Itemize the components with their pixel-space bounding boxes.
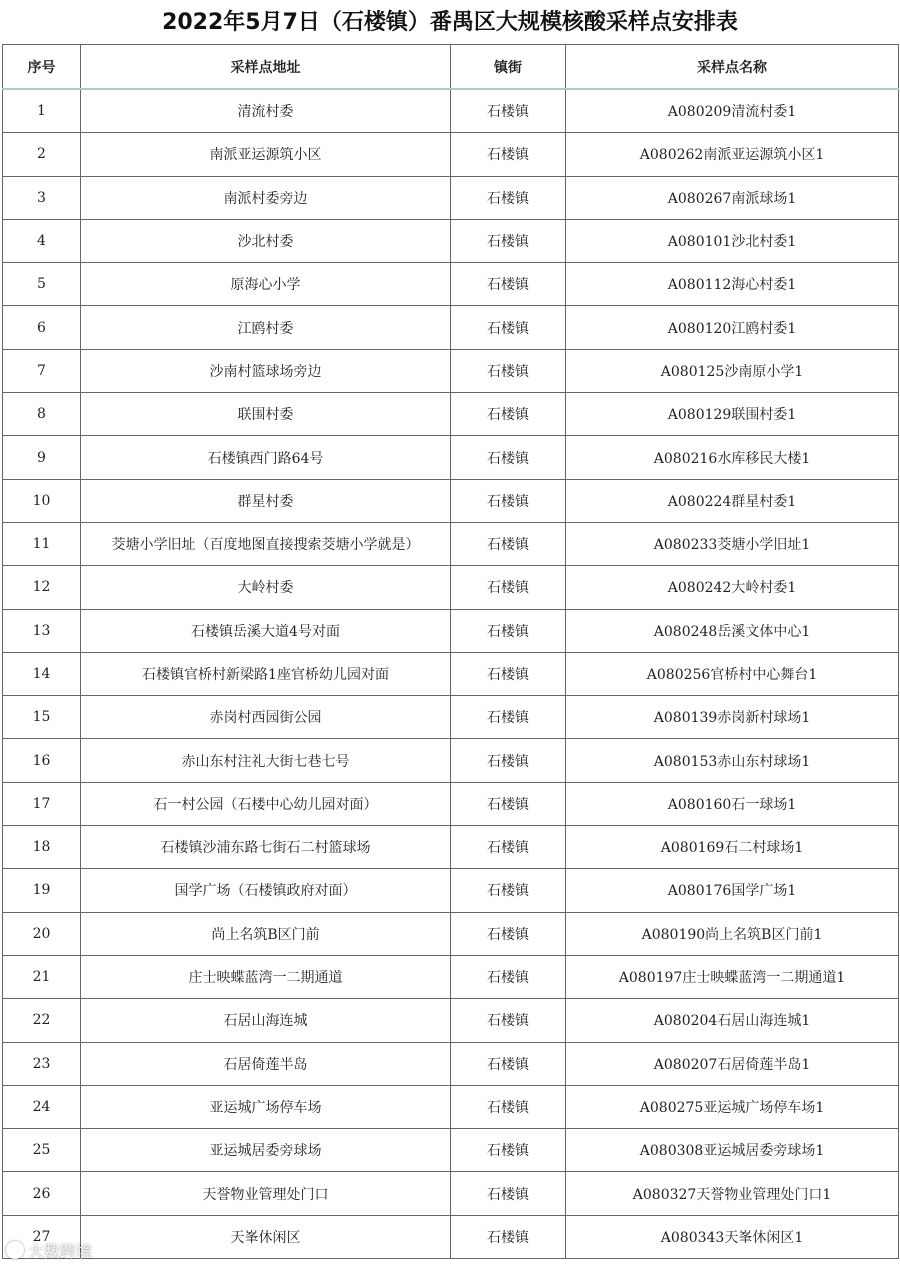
table-row [3,1172,899,1215]
table-row [3,263,899,306]
cell-site-name: A080207石居倚莲半岛1 [566,1042,899,1085]
cell-index: 12 [3,566,81,609]
header-address: 采样点地址 [81,45,451,90]
header-index: 序号 [3,45,81,90]
table-row [3,89,899,133]
cell-index: 1 [3,89,81,133]
cell-index: 23 [3,1042,81,1085]
cell-town: 石楼镇 [451,176,566,219]
cell-address: 茭塘小学旧址（百度地图直接搜索茭塘小学就是） [81,522,451,565]
cell-site-name: A080139赤岗新村球场1 [566,696,899,739]
cell-index: 25 [3,1129,81,1172]
cell-address: 清流村委 [81,89,451,133]
cell-town: 石楼镇 [451,1172,566,1215]
circle-logo-icon [6,1241,24,1259]
cell-town: 石楼镇 [451,955,566,998]
cell-address: 天誉物业管理处门口 [81,1172,451,1215]
table-row [3,566,899,609]
cell-address: 石楼镇官桥村新梁路1座官桥幼儿园对面 [81,652,451,695]
watermark-text: 大数跨境 [28,1241,93,1261]
cell-site-name: A080120江鸥村委1 [566,306,899,349]
table-row [3,219,899,262]
table-row [3,436,899,479]
cell-address: 石楼镇岳溪大道4号对面 [81,609,451,652]
cell-address: 赤岗村西园街公园 [81,696,451,739]
cell-site-name: A080101沙北村委1 [566,219,899,262]
table-row [3,739,899,782]
cell-index: 26 [3,1172,81,1215]
cell-town: 石楼镇 [451,479,566,522]
table-row [3,782,899,825]
cell-site-name: A080262南派亚运源筑小区1 [566,133,899,176]
cell-index: 2 [3,133,81,176]
cell-town: 石楼镇 [451,1129,566,1172]
table-row [3,1085,899,1128]
cell-site-name: A080248岳溪文体中心1 [566,609,899,652]
cell-index: 13 [3,609,81,652]
cell-index: 11 [3,522,81,565]
cell-site-name: A080256官桥村中心舞台1 [566,652,899,695]
cell-index: 27 [3,1215,81,1258]
cell-address: 国学广场（石楼镇政府对面） [81,869,451,912]
cell-site-name: A080204石居山海连城1 [566,999,899,1042]
header-town: 镇街 [451,45,566,90]
cell-town: 石楼镇 [451,782,566,825]
cell-address: 南派村委旁边 [81,176,451,219]
cell-town: 石楼镇 [451,306,566,349]
sampling-sites-table [2,44,899,1259]
cell-town: 石楼镇 [451,219,566,262]
cell-site-name: A080242大岭村委1 [566,566,899,609]
cell-index: 6 [3,306,81,349]
cell-address: 群星村委 [81,479,451,522]
cell-site-name: A080267南派球场1 [566,176,899,219]
table-row [3,176,899,219]
cell-index: 10 [3,479,81,522]
cell-site-name: A080112海心村委1 [566,263,899,306]
cell-address: 亚运城广场停车场 [81,1085,451,1128]
cell-index: 5 [3,263,81,306]
cell-site-name: A080275亚运城广场停车场1 [566,1085,899,1128]
table-row [3,652,899,695]
cell-site-name: A080169石二村球场1 [566,826,899,869]
cell-town: 石楼镇 [451,349,566,392]
cell-town: 石楼镇 [451,393,566,436]
cell-address: 石楼镇西门路64号 [81,436,451,479]
cell-site-name: A080327天誉物业管理处门口1 [566,1172,899,1215]
cell-index: 3 [3,176,81,219]
cell-town: 石楼镇 [451,436,566,479]
cell-site-name: A080233茭塘小学旧址1 [566,522,899,565]
cell-address: 石楼镇沙浦东路七街石二村篮球场 [81,826,451,869]
cell-site-name: A080308亚运城居委旁球场1 [566,1129,899,1172]
cell-address: 大岭村委 [81,566,451,609]
cell-index: 24 [3,1085,81,1128]
cell-index: 18 [3,826,81,869]
table-row [3,479,899,522]
cell-town: 石楼镇 [451,696,566,739]
cell-town: 石楼镇 [451,999,566,1042]
cell-town: 石楼镇 [451,566,566,609]
cell-address: 尚上名筑B区门前 [81,912,451,955]
watermark [6,1236,92,1264]
cell-index: 8 [3,393,81,436]
cell-index: 7 [3,349,81,392]
cell-address: 石一村公园（石楼中心幼儿园对面） [81,782,451,825]
cell-town: 石楼镇 [451,739,566,782]
table-row [3,955,899,998]
cell-address: 石居山海连城 [81,999,451,1042]
cell-town: 石楼镇 [451,869,566,912]
table-row [3,999,899,1042]
cell-address: 南派亚运源筑小区 [81,133,451,176]
cell-site-name: A080343天峯休闲区1 [566,1215,899,1258]
cell-site-name: A080216水库移民大楼1 [566,436,899,479]
cell-site-name: A080125沙南原小学1 [566,349,899,392]
table-row [3,869,899,912]
cell-town: 石楼镇 [451,652,566,695]
table-row [3,1129,899,1172]
cell-address: 赤山东村注礼大街七巷七号 [81,739,451,782]
table-row [3,133,899,176]
table-row [3,393,899,436]
cell-site-name: A080197庄士映蝶蓝湾一二期通道1 [566,955,899,998]
cell-address: 亚运城居委旁球场 [81,1129,451,1172]
table-row [3,1215,899,1258]
cell-site-name: A080190尚上名筑B区门前1 [566,912,899,955]
table-row [3,912,899,955]
cell-site-name: A080209清流村委1 [566,89,899,133]
cell-address: 江鸥村委 [81,306,451,349]
table-body [3,89,899,1259]
cell-index: 15 [3,696,81,739]
page-title: 2022年5月7日（石楼镇）番禺区大规模核酸采样点安排表 [162,10,738,35]
cell-town: 石楼镇 [451,912,566,955]
cell-index: 19 [3,869,81,912]
cell-town: 石楼镇 [451,522,566,565]
table-header-row [3,45,899,90]
cell-site-name: A080160石一球场1 [566,782,899,825]
cell-town: 石楼镇 [451,609,566,652]
cell-index: 21 [3,955,81,998]
cell-index: 9 [3,436,81,479]
cell-index: 22 [3,999,81,1042]
cell-site-name: A080224群星村委1 [566,479,899,522]
cell-town: 石楼镇 [451,1042,566,1085]
cell-address: 天峯休闲区 [81,1215,451,1258]
cell-town: 石楼镇 [451,133,566,176]
cell-town: 石楼镇 [451,826,566,869]
cell-index: 4 [3,219,81,262]
cell-site-name: A080153赤山东村球场1 [566,739,899,782]
cell-address: 石居倚莲半岛 [81,1042,451,1085]
header-site-name: 采样点名称 [566,45,899,90]
cell-town: 石楼镇 [451,263,566,306]
table-row [3,349,899,392]
cell-address: 联围村委 [81,393,451,436]
table-row [3,1042,899,1085]
cell-town: 石楼镇 [451,89,566,133]
table-row [3,522,899,565]
cell-index: 17 [3,782,81,825]
cell-address: 庄士映蝶蓝湾一二期通道 [81,955,451,998]
cell-site-name: A080176国学广场1 [566,869,899,912]
table-row [3,696,899,739]
cell-town: 石楼镇 [451,1085,566,1128]
cell-town: 石楼镇 [451,1215,566,1258]
cell-site-name: A080129联围村委1 [566,393,899,436]
table-row [3,826,899,869]
cell-address: 沙北村委 [81,219,451,262]
cell-index: 20 [3,912,81,955]
cell-index: 16 [3,739,81,782]
cell-index: 14 [3,652,81,695]
cell-address: 沙南村篮球场旁边 [81,349,451,392]
table-row [3,609,899,652]
cell-address: 原海心小学 [81,263,451,306]
table-row [3,306,899,349]
